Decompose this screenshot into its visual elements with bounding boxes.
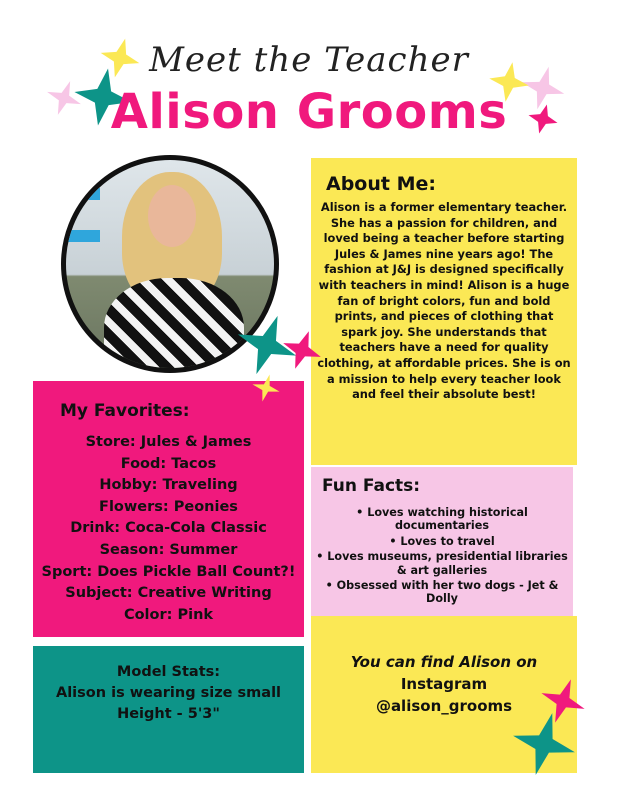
instagram-intro: You can find Alison on: [350, 653, 538, 671]
model-stats-heading: Model Stats:: [116, 664, 221, 680]
list-item: Flowers: Peonies: [99, 498, 238, 515]
instagram-info: [311, 651, 577, 717]
list-item: • Obsessed with her two dogs - Jet & Dolly: [325, 579, 559, 606]
list-item: Subject: Creative Writing: [65, 585, 272, 602]
instagram-label: Instagram: [400, 675, 488, 693]
list-item: Season: Summer: [99, 541, 238, 558]
instagram-handle: @alison_grooms: [375, 697, 513, 715]
list-item: Drink: Coca-Cola Classic: [70, 520, 267, 537]
model-stats-size: Alison is wearing size small: [55, 685, 282, 701]
favorites-list: [33, 432, 304, 626]
model-stats-height: Height - 5'3": [117, 706, 220, 722]
model-stats: [33, 662, 304, 725]
subtitle: Meet the Teacher: [149, 40, 469, 80]
list-item: Food: Tacos: [120, 455, 217, 472]
about-heading: About Me:: [326, 173, 436, 195]
list-item: Sport: Does Pickle Ball Count?!: [41, 563, 296, 580]
list-item: Store: Jules & James: [85, 434, 252, 450]
page-title: Alison Grooms: [110, 84, 508, 140]
favorites-heading: My Favorites:: [60, 401, 190, 421]
about-text: Alison is a former elementary teacher. She has a passion for children, and loved being a teacher before starting Jules & James nine years ago! The fashion at J&J is designed specifically with teachers in mind! Alison is a huge fan of bright colors, fun and bold prints, and pieces of clothing that spark joy. She understands that teachers have a need for quality clothing, at affordable prices. She is on a mission to help every teacher look and feel their absolute best!: [317, 200, 571, 402]
list-item: • Loves museums, presidential libraries & art galleries: [316, 550, 568, 577]
star-icon-teal: [512, 712, 576, 776]
list-item: Color: Pink: [123, 606, 214, 623]
fun-facts-list: [311, 506, 573, 608]
list-item: Hobby: Traveling: [99, 477, 238, 494]
list-item: • Loves watching historical documentaries: [356, 506, 528, 533]
star-icon-yellow: [252, 374, 280, 402]
list-item: • Loves to travel: [389, 534, 495, 548]
fun-facts-heading: Fun Facts:: [322, 476, 421, 496]
